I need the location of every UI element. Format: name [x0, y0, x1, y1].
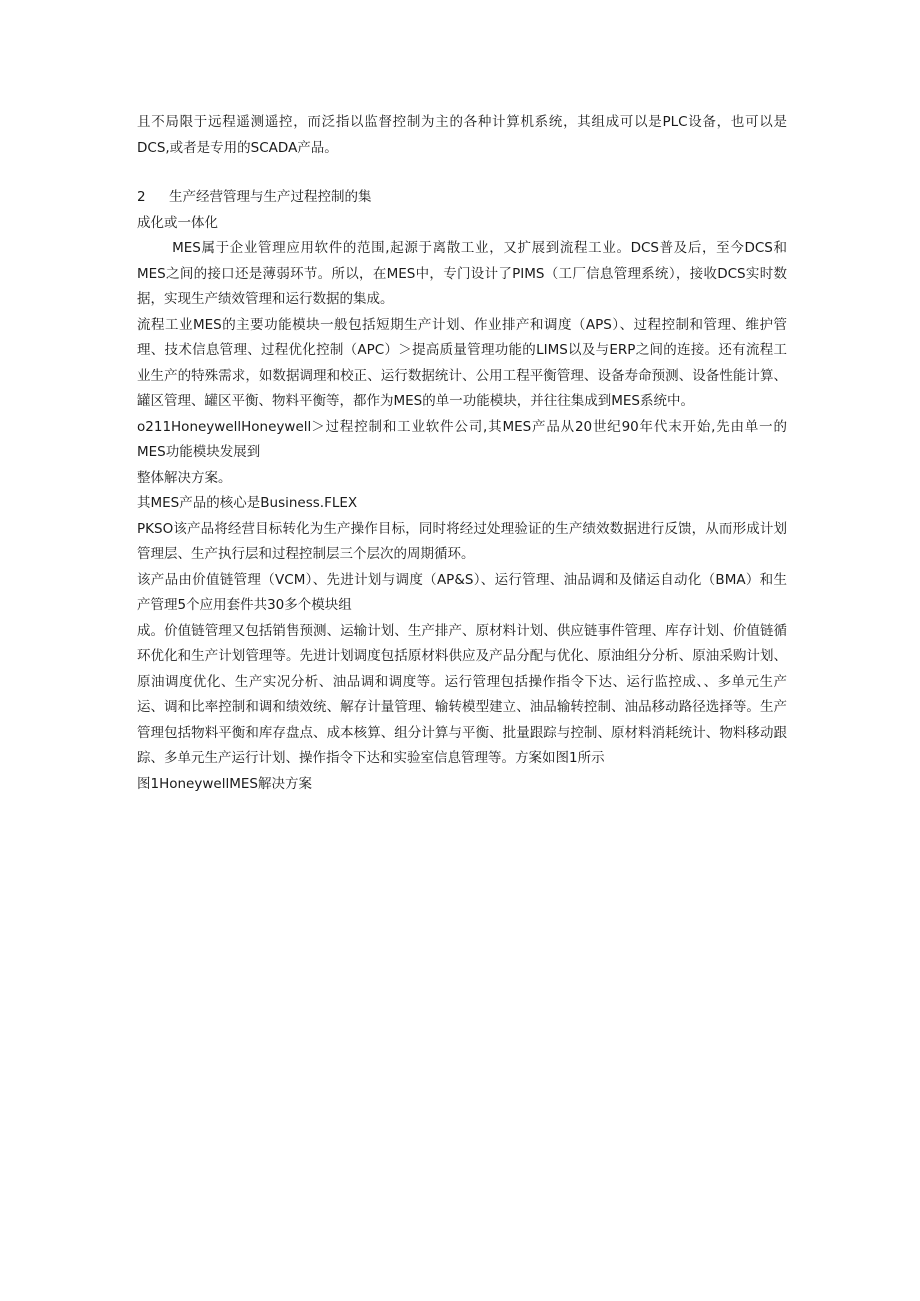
- section-heading: [137, 161, 787, 211]
- paragraph-core: 其MES产品的核心是Business.FLEX: [137, 495, 358, 511]
- paragraph-solution: 整体解决方案。: [137, 469, 232, 486]
- paragraph-mes-modules: 流程工业MES的主要功能模块一般包括短期生产计划、作业排产和调度（APS）、过程控制和管理、维护管理、技术信息管理、过程优化控制（APC）＞提高质量管理功能的LIMS以及与ERP之间的连接。还有流程工业生产的特殊需求，如数据调理和校正、运行数据统计、公用工程平衡管理、设备寿命预测、设备性能计算、罐区管理、罐区平衡、物料平衡等，都作为MES的单一功能模块，并往往集成到MES系统中。: [137, 316, 787, 409]
- paragraph-mes-intro: MES属于企业管理应用软件的范围,起源于离散工业，又扩展到流程工业。DCS普及后，至今DCS和MES之间的接口还是薄弱环节。所以，在MES中，专门设计了PIMS（工厂信息管理系统），接收DCS实时数据，实现生产绩效管理和运行数据的集成。: [137, 240, 787, 307]
- paragraph-pkso: PKSO该产品将经营目标转化为生产操作目标，同时将经过处理验证的生产绩效数据进行反馈，从而形成计划管理层、生产执行层和过程控制层三个层次的周期循环。: [137, 520, 787, 562]
- section-number: 2: [137, 189, 146, 205]
- paragraph-scada: 且不局限于远程遥测遥控，而泛指以监督控制为主的各种计算机系统，其组成可以是PLC设备，也可以是DCS,或者是专用的SCADA产品。: [137, 114, 787, 156]
- section-title: 生产经营管理与生产过程控制的集: [169, 189, 372, 205]
- heading-continuation: 成化或一体化: [137, 214, 218, 231]
- figure-caption: 图1HoneywellMES解决方案: [137, 775, 312, 792]
- paragraph-details: 成。价值链管理又包括销售预测、运输计划、生产排产、原材料计划、供应链事件管理、库存计划、价值链循环优化和生产计划管理等。先进计划调度包括原材料供应及产品分配与优化、原油组分分析、原油采购计划、原油调度优化、生产实况分析、油品调和调度等。运行管理包括操作指令下达、运行监控成、、多单元生产运、调和比率控制和调和绩效统、解存计量管理、输转模型建立、油品输转控制、油品移动路径选择等。生产管理包括物料平衡和库存盘点、成本核算、组分计算与平衡、批量跟踪与控制、原材料消耗统计、物料移动跟踪、多单元生产运行计划、操作指令下达和实验室信息管理等。方案如图1所示: [137, 622, 787, 766]
- paragraph-suites: 该产品由价值链管理（VCM）、先进计划与调度（AP&S）、运行管理、油品调和及储运自动化（BMA）和生产管理5个应用套件共30多个模块组: [137, 571, 787, 613]
- paragraph-honeywell: o211HoneywellHoneywell＞过程控制和工业软件公司,其MES产品从20世纪90年代末开始,先由单一的MES功能模块发展到: [137, 418, 787, 460]
- document-body: [137, 110, 787, 797]
